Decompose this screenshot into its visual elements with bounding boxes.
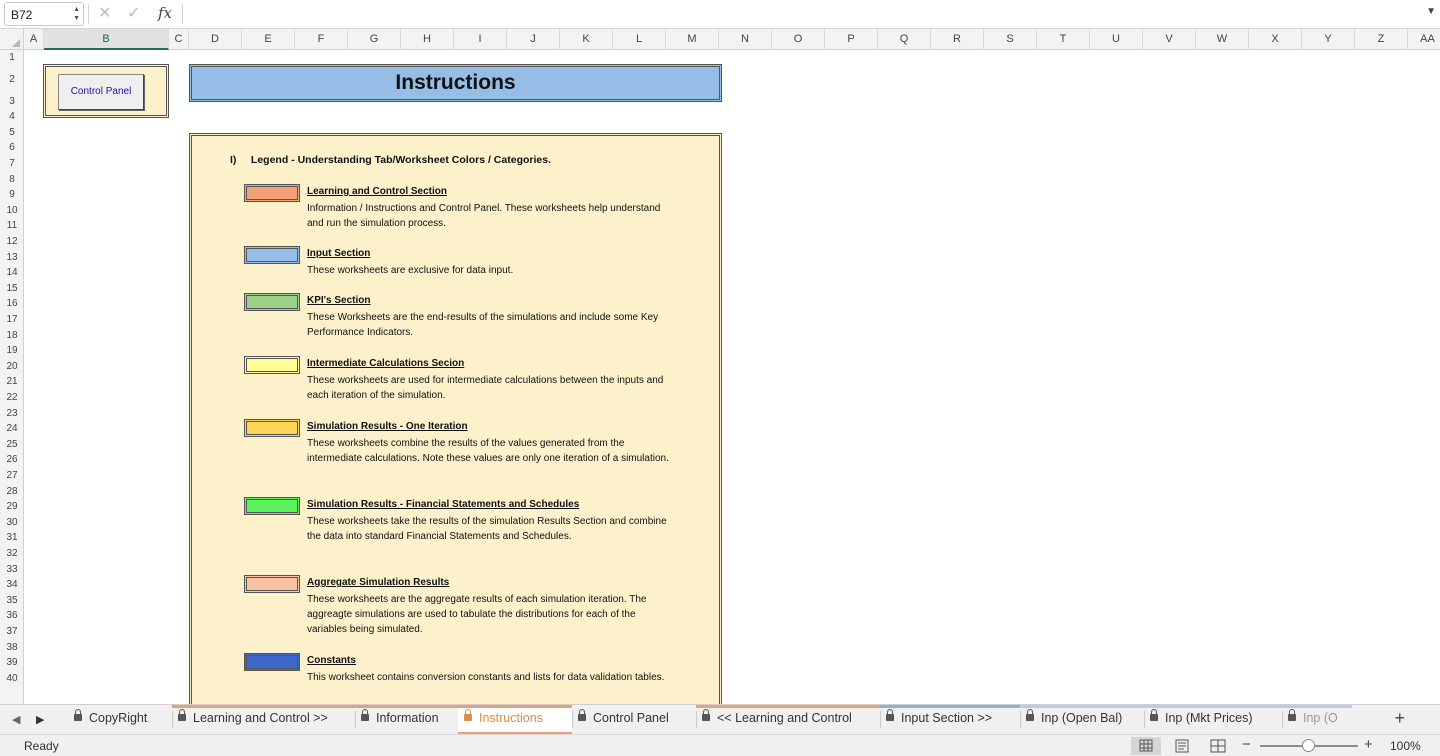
column-header-p[interactable]: P <box>825 29 878 50</box>
tab-color-stripe <box>355 705 458 708</box>
legend-item-description: These Worksheets are the end-results of the simulations and include some Key Performance Indicators. <box>307 312 659 338</box>
status-text: Ready <box>24 739 59 753</box>
tab-color-stripe <box>1144 705 1282 708</box>
sheet-tab-label: Information <box>376 711 439 725</box>
page-title: Instructions <box>395 71 516 94</box>
sheet-tab-label: Instructions <box>479 711 543 725</box>
sheet-tab[interactable] <box>68 705 172 734</box>
row-header-36[interactable]: 36 <box>6 610 18 622</box>
row-header-11[interactable]: 11 <box>6 220 18 232</box>
legend-item-description: Information / Instructions and Control Panel. These worksheets help understand and run the simulation process. <box>307 203 661 229</box>
page-break-preview-icon[interactable] <box>1203 737 1233 755</box>
row-header-17[interactable]: 17 <box>6 314 18 325</box>
select-all-button[interactable] <box>0 29 24 50</box>
legend-number: I) <box>230 154 237 166</box>
zoom-in-icon[interactable]: + <box>1364 736 1373 753</box>
lock-icon <box>578 714 586 721</box>
sheet-tab-label: CopyRight <box>89 711 148 725</box>
row-header-27[interactable]: 27 <box>6 470 18 481</box>
row-header-31[interactable]: 31 <box>6 532 18 544</box>
column-header-w[interactable]: W <box>1196 29 1249 50</box>
control-panel-button[interactable]: Control Panel <box>58 74 144 110</box>
legend-item-description: This worksheet contains conversion constants and lists for data validation tables. <box>307 672 665 683</box>
legend-item-title: Input Section <box>307 248 371 259</box>
row-header-29[interactable]: 29 <box>6 501 18 513</box>
scroll-tabs-left-icon[interactable]: ◀ <box>12 714 21 726</box>
sheet-tab-label: Inp (Open Bal) <box>1041 711 1123 725</box>
row-header-40[interactable]: 40 <box>6 672 18 684</box>
legend-item-description: These worksheets are exclusive for data input. <box>307 265 514 276</box>
legend-item-title: Intermediate Calculations Secion <box>307 358 465 369</box>
zoom-level[interactable]: 100% <box>1390 739 1421 753</box>
row-header-2[interactable]: 2 <box>9 73 15 85</box>
tab-color-stripe <box>880 705 1020 708</box>
cancel-icon[interactable]: ✕ <box>98 5 112 22</box>
column-header-s[interactable]: S <box>984 29 1037 50</box>
row-header-30[interactable]: 30 <box>6 516 18 528</box>
row-header-16[interactable]: 16 <box>6 298 18 310</box>
sheet-tab[interactable] <box>172 705 355 734</box>
row-header-9[interactable]: 9 <box>9 189 15 201</box>
column-header-f[interactable]: F <box>295 29 348 50</box>
column-header-n[interactable]: N <box>719 29 772 50</box>
legend-color-swatch <box>244 497 300 515</box>
formula-bar <box>0 0 1440 29</box>
column-header-v[interactable]: V <box>1143 29 1196 50</box>
row-header-25[interactable]: 25 <box>6 438 18 450</box>
lock-icon <box>1288 714 1296 721</box>
sheet-tab-label: Control Panel <box>593 711 669 725</box>
sheet-tab[interactable] <box>1282 705 1352 734</box>
lock-icon <box>361 714 369 721</box>
legend-item-description: These worksheets combine the results of the values generated from the intermediate calculations. Note these values are only one iteration of a simulation. <box>307 438 669 464</box>
row-header-21[interactable]: 21 <box>6 376 18 388</box>
column-headers <box>0 29 1440 50</box>
legend-item-title: Simulation Results - Financial Statements and Schedules <box>307 499 580 510</box>
lock-icon <box>886 714 894 721</box>
confirm-icon[interactable]: ✓ <box>127 5 141 22</box>
column-header-i[interactable]: I <box>454 29 507 50</box>
row-header-20[interactable]: 20 <box>6 360 18 372</box>
column-header-h[interactable]: H <box>401 29 454 50</box>
column-header-a[interactable]: A <box>24 29 44 50</box>
sheet-tab[interactable] <box>696 705 880 734</box>
legend-color-swatch <box>244 356 300 374</box>
sheet-tab[interactable] <box>1020 705 1144 734</box>
tab-color-stripe <box>172 705 355 708</box>
row-header-12[interactable]: 12 <box>6 236 18 247</box>
column-header-c[interactable]: C <box>169 29 189 50</box>
sheet-tab-label: Inp (Mkt Prices) <box>1165 711 1253 725</box>
legend-heading-text: Legend - Understanding Tab/Worksheet Colors / Categories. <box>250 154 551 166</box>
zoom-out-icon[interactable]: − <box>1242 736 1251 753</box>
legend-color-swatch <box>244 653 300 671</box>
column-header-y[interactable]: Y <box>1302 29 1355 50</box>
row-headers <box>0 50 24 704</box>
sheet-tab[interactable] <box>572 705 696 734</box>
lock-icon <box>1026 714 1034 721</box>
row-header-39[interactable]: 39 <box>6 657 18 669</box>
legend-heading <box>230 154 551 166</box>
lock-icon <box>464 714 472 721</box>
row-header-22[interactable]: 22 <box>6 392 18 403</box>
column-header-b[interactable]: B <box>44 29 169 50</box>
row-header-15[interactable]: 15 <box>6 282 18 294</box>
formula-input[interactable] <box>190 6 1410 22</box>
legend-color-swatch <box>244 419 300 437</box>
row-header-18[interactable]: 18 <box>6 329 18 341</box>
legend-item-title: Learning and Control Section <box>307 186 448 197</box>
column-header-o[interactable]: O <box>772 29 825 50</box>
expand-formula-bar-icon[interactable]: ▼ <box>1426 6 1436 17</box>
legend-item-description: These worksheets are used for intermediate calculations between the inputs and each iteration of the simulation. <box>307 375 664 401</box>
lock-icon <box>1150 714 1158 721</box>
row-header-38[interactable]: 38 <box>6 641 18 653</box>
column-header-aa[interactable]: AA <box>1408 29 1440 50</box>
column-header-t[interactable]: T <box>1037 29 1090 50</box>
legend-item-description: These worksheets are the aggregate results of each simulation iteration. The aggreagte simulations are used to tabulate the distributions for each of the variables being simulated. <box>307 594 647 635</box>
row-header-33[interactable]: 33 <box>6 563 18 575</box>
row-header-34[interactable]: 34 <box>6 579 18 591</box>
name-box-value: B72 <box>11 8 33 22</box>
legend-item-title: Aggregate Simulation Results <box>307 577 450 588</box>
column-header-m[interactable]: M <box>666 29 719 50</box>
legend-color-swatch <box>244 575 300 593</box>
sheet-tab[interactable] <box>880 705 1020 734</box>
zoom-slider-handle[interactable] <box>1302 739 1315 752</box>
page-title-banner <box>189 64 722 102</box>
divider <box>88 4 89 24</box>
page-layout-view-icon[interactable] <box>1167 737 1197 755</box>
row-header-28[interactable]: 28 <box>6 485 18 497</box>
row-header-19[interactable]: 19 <box>6 345 18 357</box>
column-header-z[interactable]: Z <box>1355 29 1408 50</box>
tab-color-stripe <box>1020 705 1144 708</box>
sheet-tab[interactable] <box>1144 705 1282 734</box>
row-header-5[interactable]: 5 <box>9 126 15 138</box>
row-header-10[interactable]: 10 <box>6 204 18 216</box>
row-header-32[interactable]: 32 <box>6 548 18 559</box>
row-header-4[interactable]: 4 <box>9 111 15 123</box>
column-header-g[interactable]: G <box>348 29 401 50</box>
row-header-26[interactable]: 26 <box>6 454 18 466</box>
column-header-k[interactable]: K <box>560 29 613 50</box>
sheet-tab-label: Learning and Control >> <box>193 711 328 725</box>
legend-color-swatch <box>244 246 300 264</box>
status-bar <box>0 734 1440 756</box>
scroll-tabs-right-icon[interactable]: ▶ <box>36 714 45 726</box>
row-header-35[interactable]: 35 <box>6 594 18 606</box>
normal-view-icon[interactable] <box>1131 737 1161 755</box>
column-header-q[interactable]: Q <box>878 29 931 50</box>
sheet-tab-bar <box>0 704 1440 734</box>
control-panel-frame <box>43 64 169 118</box>
column-header-e[interactable]: E <box>242 29 295 50</box>
legend-color-swatch <box>244 184 300 202</box>
legend-panel <box>189 133 722 704</box>
column-header-d[interactable]: D <box>189 29 242 50</box>
sheet-tab-label: Inp (O <box>1303 711 1338 725</box>
sheet-tab[interactable] <box>355 705 458 734</box>
row-header-8[interactable]: 8 <box>9 173 15 185</box>
sheet-tab-label: << Learning and Control <box>717 711 852 725</box>
row-header-37[interactable]: 37 <box>6 626 18 637</box>
row-header-7[interactable]: 7 <box>9 158 15 169</box>
lock-icon <box>74 714 82 721</box>
insert-function-icon[interactable]: fx <box>158 4 173 22</box>
row-header-13[interactable]: 13 <box>6 251 18 263</box>
row-header-3[interactable]: 3 <box>9 95 15 107</box>
name-box-stepper-icon[interactable]: ▲ ▼ <box>73 6 80 22</box>
sheet-tab[interactable] <box>458 705 572 734</box>
row-header-1[interactable]: 1 <box>9 52 15 63</box>
row-header-14[interactable]: 14 <box>6 267 18 279</box>
column-header-l[interactable]: L <box>613 29 666 50</box>
lock-icon <box>702 714 710 721</box>
column-header-u[interactable]: U <box>1090 29 1143 50</box>
legend-item-title: Simulation Results - One Iteration <box>307 421 468 432</box>
row-header-6[interactable]: 6 <box>9 142 15 154</box>
column-header-x[interactable]: X <box>1249 29 1302 50</box>
row-header-23[interactable]: 23 <box>6 407 18 419</box>
tab-color-stripe <box>696 705 880 708</box>
legend-color-swatch <box>244 293 300 311</box>
tab-color-stripe <box>1282 705 1352 708</box>
divider <box>182 4 183 24</box>
legend-item-description: These worksheets take the results of the simulation Results Section and combine the data into standard Financial Statements and Schedules. <box>307 516 667 542</box>
legend-item-title: Constants <box>307 655 356 666</box>
column-header-j[interactable]: J <box>507 29 560 50</box>
lock-icon <box>178 714 186 721</box>
legend-item-title: KPI's Section <box>307 295 371 306</box>
sheet-tab-label: Input Section >> <box>901 711 993 725</box>
add-sheet-icon[interactable]: + <box>1394 708 1405 728</box>
name-box[interactable] <box>4 2 84 26</box>
worksheet-grid[interactable] <box>24 50 1440 704</box>
column-header-r[interactable]: R <box>931 29 984 50</box>
tab-color-stripe <box>458 705 572 708</box>
row-header-24[interactable]: 24 <box>6 423 18 435</box>
